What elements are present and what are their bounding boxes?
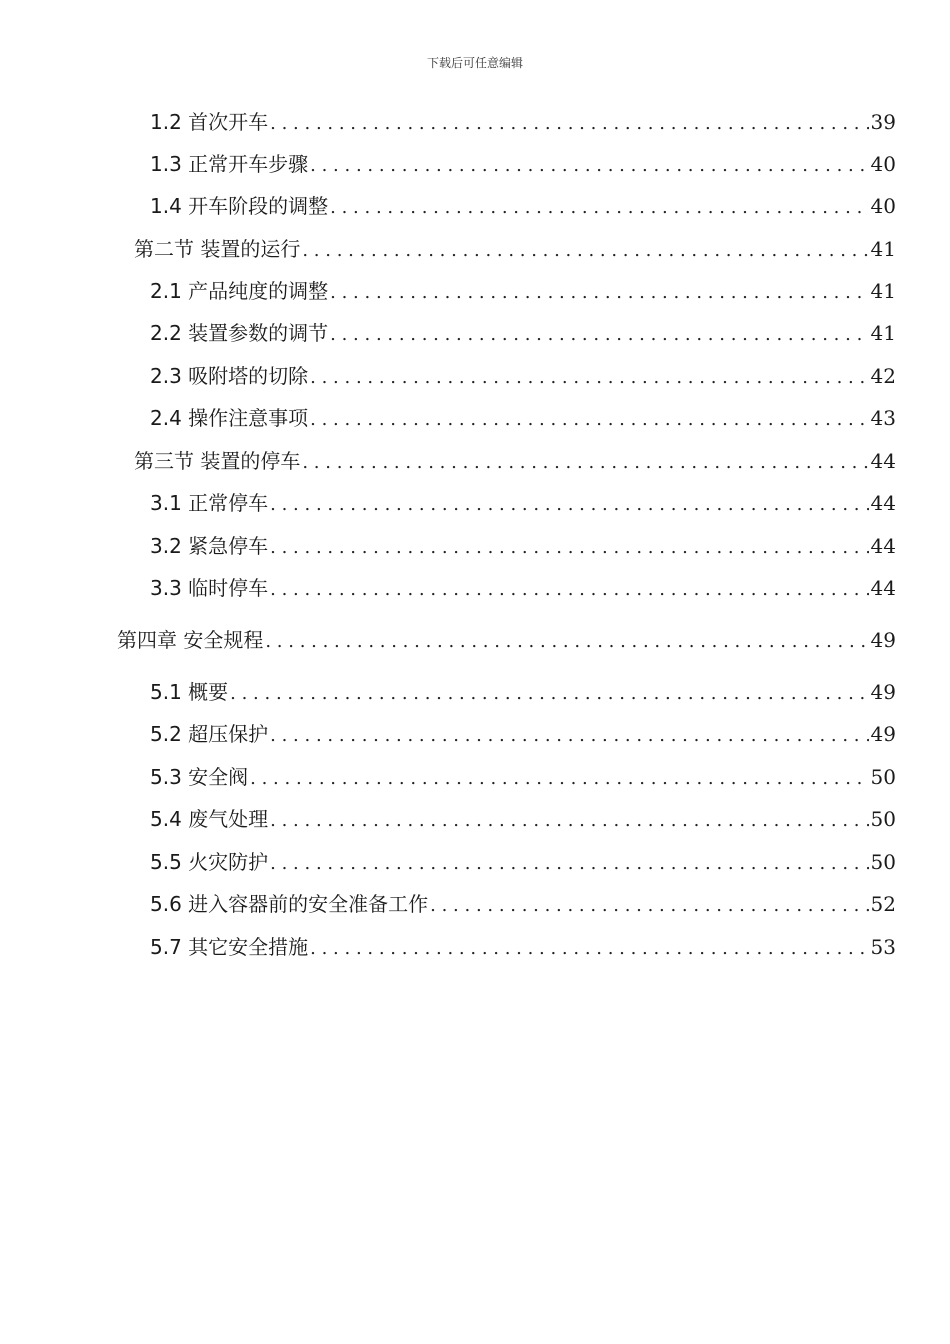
toc-entry-page: 49 <box>870 680 896 704</box>
toc-entry-label: 第二节 装置的运行 <box>134 237 301 261</box>
toc-entry-page: 50 <box>870 850 896 874</box>
toc-entry-page: 50 <box>870 765 896 789</box>
toc-dot-leader <box>270 807 868 835</box>
toc-entry[interactable] <box>150 404 896 432</box>
toc-entry[interactable] <box>150 319 896 347</box>
toc-entry[interactable] <box>150 678 896 706</box>
toc-dot-leader <box>302 237 868 265</box>
toc-entry-label: 5.6 进入容器前的安全准备工作 <box>150 892 429 916</box>
toc-dot-leader <box>310 406 868 434</box>
toc-entry[interactable] <box>150 574 896 602</box>
toc-entry[interactable] <box>150 933 896 961</box>
toc-dot-leader <box>430 892 868 920</box>
toc-entry-page: 49 <box>870 628 896 652</box>
toc-dot-leader <box>330 194 868 222</box>
toc-entry[interactable] <box>150 720 896 748</box>
toc-entry-label: 3.3 临时停车 <box>150 576 269 600</box>
toc-section-entry[interactable] <box>134 447 896 475</box>
toc-dot-leader <box>270 722 868 750</box>
toc-dot-leader <box>330 321 868 349</box>
toc-dot-leader <box>250 765 868 793</box>
toc-entry-page: 43 <box>870 406 896 430</box>
toc-entry[interactable] <box>150 192 896 220</box>
toc-dot-leader <box>270 491 868 519</box>
toc-entry[interactable] <box>150 277 896 305</box>
toc-entry-page: 39 <box>870 110 896 134</box>
toc-entry-label: 1.4 开车阶段的调整 <box>150 194 329 218</box>
toc-entry-label: 3.1 正常停车 <box>150 491 269 515</box>
toc-entry[interactable] <box>150 890 896 918</box>
toc-entry-page: 44 <box>870 534 896 558</box>
toc-entry-page: 52 <box>870 892 896 916</box>
toc-entry-page: 44 <box>870 449 896 473</box>
toc-entry[interactable] <box>150 150 896 178</box>
toc-entry[interactable] <box>150 805 896 833</box>
toc-entry-page: 44 <box>870 576 896 600</box>
toc-entry-page: 53 <box>870 935 896 959</box>
toc-entry-label: 5.2 超压保护 <box>150 722 269 746</box>
toc-entry-label: 1.3 正常开车步骤 <box>150 152 309 176</box>
toc-entry[interactable] <box>150 362 896 390</box>
toc-entry[interactable] <box>150 108 896 136</box>
toc-chapter-entry[interactable] <box>117 626 896 654</box>
toc-entry-label: 5.7 其它安全措施 <box>150 935 309 959</box>
toc-entry-label: 2.3 吸附塔的切除 <box>150 364 309 388</box>
toc-dot-leader <box>230 680 868 708</box>
toc-entry-label: 第四章 安全规程 <box>117 628 264 652</box>
toc-section-entry[interactable] <box>134 235 896 263</box>
toc-entry-label: 2.2 装置参数的调节 <box>150 321 329 345</box>
toc-entry-label: 2.4 操作注意事项 <box>150 406 309 430</box>
toc-entry[interactable] <box>150 532 896 560</box>
toc-entry-label: 5.3 安全阀 <box>150 765 249 789</box>
toc-entry-label: 第三节 装置的停车 <box>134 449 301 473</box>
toc-entry-label: 5.4 废气处理 <box>150 807 269 831</box>
toc-dot-leader <box>270 534 868 562</box>
toc-entry-page: 49 <box>870 722 896 746</box>
toc-dot-leader <box>330 279 868 307</box>
toc-entry-label: 5.1 概要 <box>150 680 229 704</box>
page-header: 下载后可任意编辑 <box>426 56 523 70</box>
toc-entry-page: 41 <box>870 321 896 345</box>
toc-entry-page: 44 <box>870 491 896 515</box>
toc-dot-leader <box>270 850 868 878</box>
toc-entry-page: 42 <box>870 364 896 388</box>
toc-entry-page: 40 <box>870 152 896 176</box>
toc-entry[interactable] <box>150 848 896 876</box>
toc-dot-leader <box>265 628 868 656</box>
toc-dot-leader <box>270 576 868 604</box>
toc-entry-page: 50 <box>870 807 896 831</box>
toc-entry-label: 1.2 首次开车 <box>150 110 269 134</box>
toc-entry-label: 3.2 紧急停车 <box>150 534 269 558</box>
toc-entry-page: 41 <box>870 237 896 261</box>
toc-dot-leader <box>310 364 868 392</box>
toc-dot-leader <box>270 110 868 138</box>
toc-dot-leader <box>302 449 868 477</box>
toc-entry-label: 2.1 产品纯度的调整 <box>150 279 329 303</box>
toc-entry-label: 5.5 火灾防护 <box>150 850 269 874</box>
toc-entry[interactable] <box>150 763 896 791</box>
toc-dot-leader <box>310 935 868 963</box>
toc-entry[interactable] <box>150 489 896 517</box>
toc-dot-leader <box>310 152 868 180</box>
toc-entry-page: 41 <box>870 279 896 303</box>
toc-entry-page: 40 <box>870 194 896 218</box>
